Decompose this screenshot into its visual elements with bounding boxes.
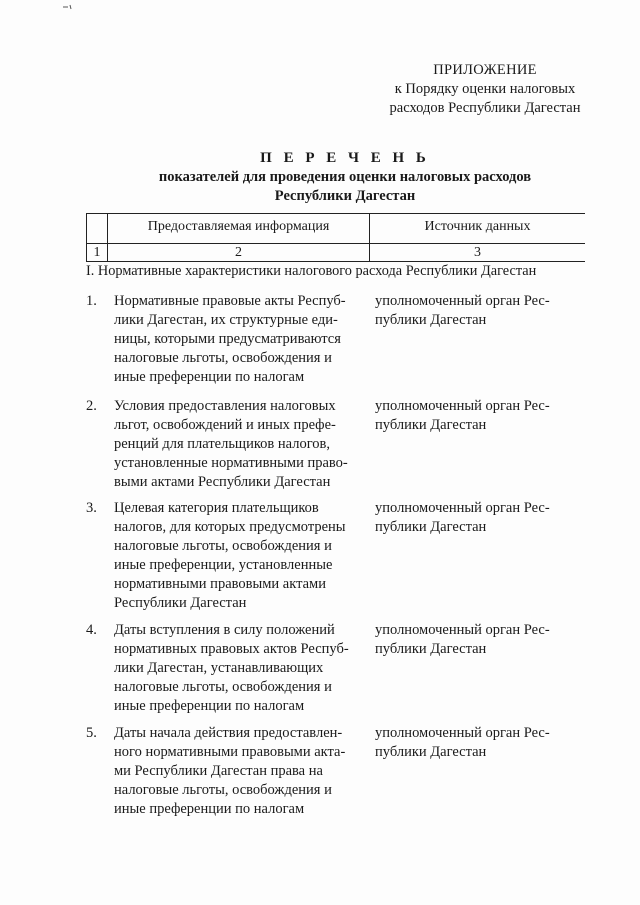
description-line: выми актами Республики Дагестан [114,474,331,490]
document-title [0,148,640,206]
source-line: публики Дагестан [375,417,487,433]
description-line: установленные нормативными право- [114,455,348,471]
description-line: иные преференции по налогам [114,801,305,817]
description-line: ренций для плательщиков налогов, [114,436,331,452]
row-source [375,499,570,537]
appendix-title: ПРИЛОЖЕНИЕ [433,62,537,78]
row-description [114,724,360,819]
row-source [375,292,570,330]
description-line: налоговые льготы, освобождения и [114,782,332,798]
row-number: 1. [86,293,97,309]
description-line: Условия предоставления налоговых [114,398,336,414]
table-header-cell: Предоставляемая информация [108,214,370,243]
description-line: Нормативные правовые акты Респуб- [114,293,346,309]
title-subtitle: показателей для проведения оценки налоговых расходов [158,169,532,185]
table-number-cell: 3 [474,245,481,260]
description-line: лики Дагестан, устанавливающих [114,660,324,676]
appendix-line: расходов Республики Дагестан [389,100,581,116]
description-line: иные преференции, установленные [114,557,333,573]
table-header-row [86,213,585,244]
table-header-cell [86,214,108,243]
row-description [114,499,360,613]
row-description [114,621,360,716]
description-line: налогов, для которых предусмотрены [114,519,346,535]
row-source [375,621,570,659]
description-line: иные преференции по налогам [114,698,305,714]
row-description [114,292,360,387]
row-source [375,724,570,762]
description-line: налоговые льготы, освобождения и [114,538,332,554]
description-line: Даты начала действия предоставлен- [114,725,343,741]
description-line: ми Республики Дагестан права на [114,763,323,779]
row-number: 3. [86,500,97,516]
description-line: ного нормативными правовыми акта- [114,744,346,760]
source-line: публики Дагестан [375,312,487,328]
table-number-row [86,244,585,262]
appendix-block [360,61,610,118]
description-line: ницы, которыми предусматриваются [114,331,341,347]
description-line: льгот, освобождений и иных префе- [114,417,336,433]
scan-mark-icon [62,4,76,10]
title-main: П Е Р Е Ч Е Н Ь [260,150,430,166]
description-line: иные преференции по налогам [114,369,305,385]
source-line: уполномоченный орган Рес- [375,500,550,516]
source-line: публики Дагестан [375,744,487,760]
table-number-cell: 2 [108,244,370,261]
table-number-cell: 1 [86,244,108,261]
source-line: публики Дагестан [375,641,487,657]
description-line: Республики Дагестан [114,595,247,611]
row-number: 4. [86,622,97,638]
row-source [375,397,570,435]
title-subtitle: Республики Дагестан [274,188,416,204]
source-line: уполномоченный орган Рес- [375,622,550,638]
description-line: Целевая категория плательщиков [114,500,319,516]
source-line: уполномоченный орган Рес- [375,398,550,414]
description-line: нормативных правовых актов Респуб- [114,641,349,657]
source-line: уполномоченный орган Рес- [375,293,550,309]
indicators-table [86,213,585,262]
description-line: лики Дагестан, их структурные еди- [114,312,338,328]
description-line: нормативными правовыми актами [114,576,326,592]
row-number: 2. [86,398,97,414]
description-line: Даты вступления в силу положений [114,622,335,638]
description-line: налоговые льготы, освобождения и [114,350,332,366]
source-line: уполномоченный орган Рес- [375,725,550,741]
source-line: публики Дагестан [375,519,487,535]
description-line: налоговые льготы, освобождения и [114,679,332,695]
row-number: 5. [86,725,97,741]
table-header-cell: Источник данных [424,219,531,234]
section-heading: I. Нормативные характеристики налогового расхода Республики Дагестан [86,263,537,279]
appendix-line: к Порядку оценки налоговых [394,81,576,97]
row-description [114,397,360,492]
